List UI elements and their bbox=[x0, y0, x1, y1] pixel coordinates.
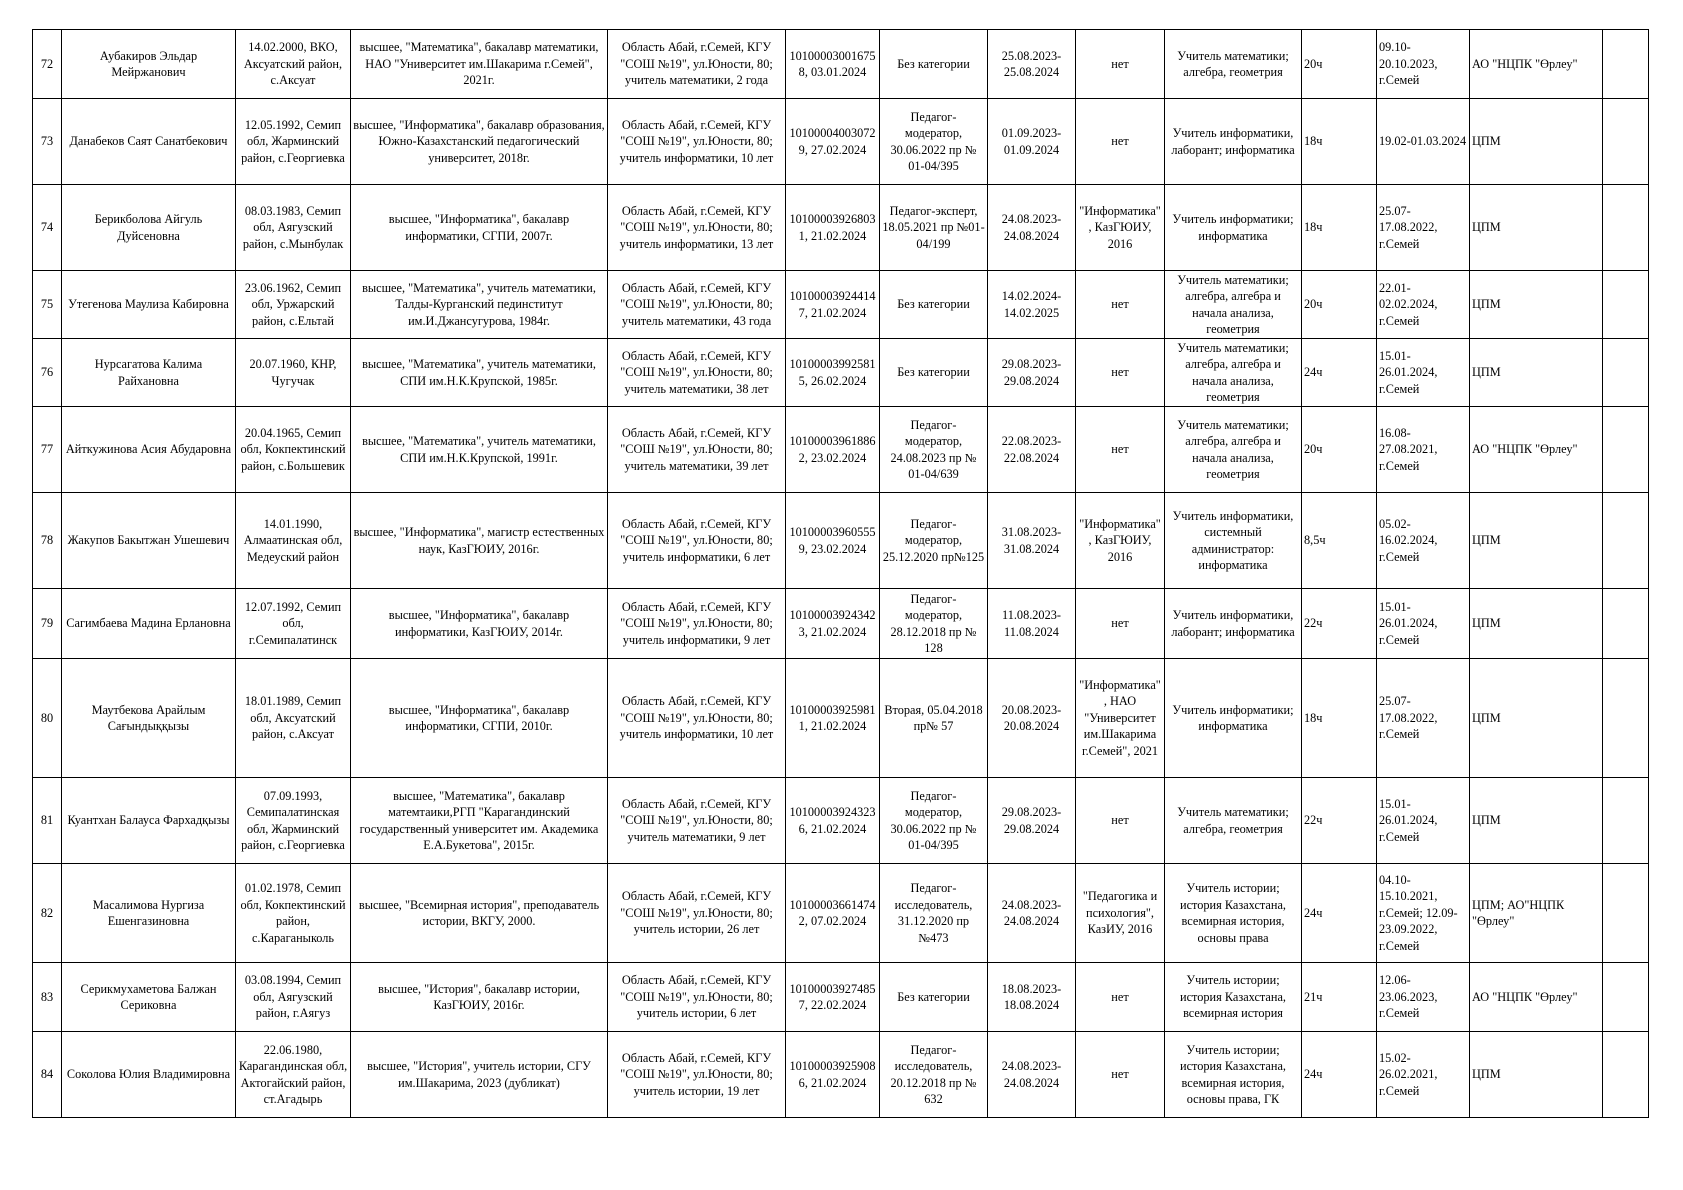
staff-table bbox=[32, 29, 1649, 1118]
note-cell bbox=[1603, 778, 1649, 864]
birth-info-cell: 07.09.1993, Семипалатинская обл, Жарминский район, с.Георгиевка bbox=[236, 778, 351, 864]
workplace-cell: Область Абай, г.Семей, КГУ "СОШ №19", ул.Юности, 80; учитель математики, 9 лет bbox=[608, 778, 786, 864]
note-cell bbox=[1603, 271, 1649, 339]
position-subjects-cell: Учитель математики; алгебра, геометрия bbox=[1165, 778, 1302, 864]
row-number-cell: 78 bbox=[33, 493, 62, 589]
education-cell: высшее, "Информатика", бакалавр информатики, СГПИ, 2007г. bbox=[351, 185, 608, 271]
certificate-number-cell: 101000039243423, 21.02.2024 bbox=[786, 589, 880, 659]
retraining-cell: нет bbox=[1076, 30, 1165, 99]
education-cell: высшее, "История", учитель истории, СГУ им.Шакарима, 2023 (дубликат) bbox=[351, 1032, 608, 1118]
table-row bbox=[33, 864, 1649, 963]
teaching-hours-cell: 20ч bbox=[1302, 30, 1377, 99]
note-cell bbox=[1603, 493, 1649, 589]
qualification-category-cell: Без категории bbox=[880, 963, 988, 1032]
certificate-number-cell: 101000039618862, 23.02.2024 bbox=[786, 407, 880, 493]
qualification-category-cell: Педагог-исследователь, 20.12.2018 пр № 632 bbox=[880, 1032, 988, 1118]
position-subjects-cell: Учитель истории; история Казахстана, всемирная история, основы права, ГК bbox=[1165, 1032, 1302, 1118]
table-row bbox=[33, 30, 1649, 99]
course-dates-cell: 12.06-23.06.2023, г.Семей bbox=[1377, 963, 1470, 1032]
row-number-cell: 76 bbox=[33, 339, 62, 407]
table-body bbox=[33, 30, 1649, 1118]
qualification-category-cell: Педагог-модератор, 25.12.2020 пр№125 bbox=[880, 493, 988, 589]
row-number-cell: 73 bbox=[33, 99, 62, 185]
validity-period-cell: 29.08.2023-29.08.2024 bbox=[988, 778, 1076, 864]
retraining-cell: нет bbox=[1076, 963, 1165, 1032]
validity-period-cell: 24.08.2023-24.08.2024 bbox=[988, 1032, 1076, 1118]
education-cell: высшее, "Информатика", бакалавр образования, Южно-Казахстанский педагогический университет, 2018г. bbox=[351, 99, 608, 185]
birth-info-cell: 01.02.1978, Семип обл, Кокпектинский район, с.Караганыколь bbox=[236, 864, 351, 963]
position-subjects-cell: Учитель информатики, лаборант; информатика bbox=[1165, 589, 1302, 659]
education-cell: высшее, "Математика", учитель математики, СПИ им.Н.К.Крупской, 1985г. bbox=[351, 339, 608, 407]
table-row bbox=[33, 271, 1649, 339]
full-name-cell: Аубакиров Эльдар Мейржанович bbox=[62, 30, 236, 99]
teaching-hours-cell: 22ч bbox=[1302, 778, 1377, 864]
workplace-cell: Область Абай, г.Семей, КГУ "СОШ №19", ул.Юности, 80; учитель математики, 39 лет bbox=[608, 407, 786, 493]
workplace-cell: Область Абай, г.Семей, КГУ "СОШ №19", ул.Юности, 80; учитель информатики, 10 лет bbox=[608, 99, 786, 185]
note-cell bbox=[1603, 1032, 1649, 1118]
course-organization-cell: ЦПМ bbox=[1470, 589, 1603, 659]
table-row bbox=[33, 659, 1649, 778]
birth-info-cell: 20.04.1965, Семип обл, Кокпектинский район, с.Большевик bbox=[236, 407, 351, 493]
course-organization-cell: АО "НЦПК "Өрлеу" bbox=[1470, 30, 1603, 99]
workplace-cell: Область Абай, г.Семей, КГУ "СОШ №19", ул.Юности, 80; учитель истории, 6 лет bbox=[608, 963, 786, 1032]
birth-info-cell: 14.01.1990, Алмаатинская обл, Медеуский район bbox=[236, 493, 351, 589]
course-dates-cell: 15.02-26.02.2021, г.Семей bbox=[1377, 1032, 1470, 1118]
certificate-number-cell: 101000036614742, 07.02.2024 bbox=[786, 864, 880, 963]
birth-info-cell: 12.05.1992, Семип обл, Жарминский район, с.Георгиевка bbox=[236, 99, 351, 185]
course-organization-cell: ЦПМ bbox=[1470, 1032, 1603, 1118]
education-cell: высшее, "Информатика", бакалавр информатики, КазГЮИУ, 2014г. bbox=[351, 589, 608, 659]
teaching-hours-cell: 18ч bbox=[1302, 99, 1377, 185]
validity-period-cell: 25.08.2023-25.08.2024 bbox=[988, 30, 1076, 99]
education-cell: высшее, "Математика", бакалавр матемтаики,РГП "Карагандинский государственный университет им. Академика Е.А.Букетова", 2015г. bbox=[351, 778, 608, 864]
validity-period-cell: 22.08.2023-22.08.2024 bbox=[988, 407, 1076, 493]
table-row bbox=[33, 1032, 1649, 1118]
education-cell: высшее, "Математика", учитель математики, СПИ им.Н.К.Крупской, 1991г. bbox=[351, 407, 608, 493]
course-dates-cell: 25.07-17.08.2022, г.Семей bbox=[1377, 659, 1470, 778]
position-subjects-cell: Учитель информатики, системный администратор: информатика bbox=[1165, 493, 1302, 589]
retraining-cell: нет bbox=[1076, 1032, 1165, 1118]
workplace-cell: Область Абай, г.Семей, КГУ "СОШ №19", ул.Юности, 80; учитель истории, 19 лет bbox=[608, 1032, 786, 1118]
validity-period-cell: 14.02.2024-14.02.2025 bbox=[988, 271, 1076, 339]
validity-period-cell: 24.08.2023-24.08.2024 bbox=[988, 185, 1076, 271]
table-row bbox=[33, 778, 1649, 864]
table-row bbox=[33, 589, 1649, 659]
course-organization-cell: ЦПМ bbox=[1470, 659, 1603, 778]
table-row bbox=[33, 963, 1649, 1032]
certificate-number-cell: 101000039244147, 21.02.2024 bbox=[786, 271, 880, 339]
certificate-number-cell: 101000039268031, 21.02.2024 bbox=[786, 185, 880, 271]
retraining-cell: нет bbox=[1076, 271, 1165, 339]
course-dates-cell: 16.08-27.08.2021, г.Семей bbox=[1377, 407, 1470, 493]
workplace-cell: Область Абай, г.Семей, КГУ "СОШ №19", ул.Юности, 80; учитель информатики, 13 лет bbox=[608, 185, 786, 271]
qualification-category-cell: Педагог-модератор, 30.06.2022 пр № 01-04/395 bbox=[880, 99, 988, 185]
table-row bbox=[33, 407, 1649, 493]
qualification-category-cell: Педагог-модератор, 24.08.2023 пр № 01-04/639 bbox=[880, 407, 988, 493]
course-organization-cell: ЦПМ bbox=[1470, 99, 1603, 185]
course-organization-cell: ЦПМ; АО"НЦПК "Өрлеу" bbox=[1470, 864, 1603, 963]
note-cell bbox=[1603, 963, 1649, 1032]
retraining-cell: нет bbox=[1076, 778, 1165, 864]
workplace-cell: Область Абай, г.Семей, КГУ "СОШ №19", ул.Юности, 80; учитель математики, 2 года bbox=[608, 30, 786, 99]
note-cell bbox=[1603, 99, 1649, 185]
course-dates-cell: 05.02-16.02.2024, г.Семей bbox=[1377, 493, 1470, 589]
full-name-cell: Масалимова Нургиза Ешенгазиновна bbox=[62, 864, 236, 963]
position-subjects-cell: Учитель информатики, лаборант; информатика bbox=[1165, 99, 1302, 185]
full-name-cell: Айткужинова Асия Абударовна bbox=[62, 407, 236, 493]
workplace-cell: Область Абай, г.Семей, КГУ "СОШ №19", ул.Юности, 80; учитель информатики, 9 лет bbox=[608, 589, 786, 659]
teaching-hours-cell: 20ч bbox=[1302, 271, 1377, 339]
validity-period-cell: 20.08.2023-20.08.2024 bbox=[988, 659, 1076, 778]
validity-period-cell: 31.08.2023-31.08.2024 bbox=[988, 493, 1076, 589]
row-number-cell: 75 bbox=[33, 271, 62, 339]
teaching-hours-cell: 20ч bbox=[1302, 407, 1377, 493]
note-cell bbox=[1603, 864, 1649, 963]
certificate-number-cell: 101000030016758, 03.01.2024 bbox=[786, 30, 880, 99]
education-cell: высшее, "История", бакалавр истории, КазГЮИУ, 2016г. bbox=[351, 963, 608, 1032]
full-name-cell: Соколова Юлия Владимировна bbox=[62, 1032, 236, 1118]
workplace-cell: Область Абай, г.Семей, КГУ "СОШ №19", ул.Юности, 80; учитель информатики, 6 лет bbox=[608, 493, 786, 589]
birth-info-cell: 14.02.2000, ВКО, Аксуатский район, с.Аксуат bbox=[236, 30, 351, 99]
birth-info-cell: 23.06.1962, Семип обл, Уржарский район, с.Ельтай bbox=[236, 271, 351, 339]
birth-info-cell: 20.07.1960, КНР, Чугучак bbox=[236, 339, 351, 407]
education-cell: высшее, "Математика", учитель математики, Талды-Курганский пединститут им.И.Джансугурова, 1984г. bbox=[351, 271, 608, 339]
note-cell bbox=[1603, 589, 1649, 659]
teaching-hours-cell: 24ч bbox=[1302, 339, 1377, 407]
position-subjects-cell: Учитель информатики; информатика bbox=[1165, 659, 1302, 778]
row-number-cell: 79 bbox=[33, 589, 62, 659]
validity-period-cell: 01.09.2023-01.09.2024 bbox=[988, 99, 1076, 185]
table-row bbox=[33, 99, 1649, 185]
full-name-cell: Маутбекова Арайлым Сағындыққызы bbox=[62, 659, 236, 778]
full-name-cell: Данабеков Саят Санатбекович bbox=[62, 99, 236, 185]
full-name-cell: Жакупов Бакытжан Ушешевич bbox=[62, 493, 236, 589]
birth-info-cell: 12.07.1992, Семип обл, г.Семипалатинск bbox=[236, 589, 351, 659]
qualification-category-cell: Педагог-модератор, 28.12.2018 пр № 128 bbox=[880, 589, 988, 659]
retraining-cell: нет bbox=[1076, 99, 1165, 185]
education-cell: высшее, "Информатика", бакалавр информатики, СГПИ, 2010г. bbox=[351, 659, 608, 778]
education-cell: высшее, "Математика", бакалавр математики, НАО "Университет им.Шакарима г.Семей", 2021г. bbox=[351, 30, 608, 99]
position-subjects-cell: Учитель математики; алгебра, алгебра и начала анализа, геометрия bbox=[1165, 271, 1302, 339]
position-subjects-cell: Учитель истории; история Казахстана, всемирная история bbox=[1165, 963, 1302, 1032]
qualification-category-cell: Педагог-модератор, 30.06.2022 пр № 01-04/395 bbox=[880, 778, 988, 864]
validity-period-cell: 11.08.2023-11.08.2024 bbox=[988, 589, 1076, 659]
teaching-hours-cell: 8,5ч bbox=[1302, 493, 1377, 589]
course-dates-cell: 04.10-15.10.2021, г.Семей; 12.09-23.09.2022, г.Семей bbox=[1377, 864, 1470, 963]
row-number-cell: 81 bbox=[33, 778, 62, 864]
position-subjects-cell: Учитель математики; алгебра, алгебра и начала анализа, геометрия bbox=[1165, 407, 1302, 493]
note-cell bbox=[1603, 30, 1649, 99]
retraining-cell: "Информатика", НАО "Университет им.Шакарима г.Семей", 2021 bbox=[1076, 659, 1165, 778]
course-dates-cell: 09.10-20.10.2023, г.Семей bbox=[1377, 30, 1470, 99]
row-number-cell: 84 bbox=[33, 1032, 62, 1118]
note-cell bbox=[1603, 339, 1649, 407]
education-cell: высшее, "Информатика", магистр естественных наук, КазГЮИУ, 2016г. bbox=[351, 493, 608, 589]
retraining-cell: нет bbox=[1076, 407, 1165, 493]
course-dates-cell: 15.01-26.01.2024, г.Семей bbox=[1377, 589, 1470, 659]
row-number-cell: 82 bbox=[33, 864, 62, 963]
birth-info-cell: 03.08.1994, Семип обл, Аягузский район, г.Аягуз bbox=[236, 963, 351, 1032]
certificate-number-cell: 101000040030729, 27.02.2024 bbox=[786, 99, 880, 185]
qualification-category-cell: Без категории bbox=[880, 30, 988, 99]
certificate-number-cell: 101000039259811, 21.02.2024 bbox=[786, 659, 880, 778]
birth-info-cell: 22.06.1980, Карагандинская обл, Актогайский район, ст.Агадырь bbox=[236, 1032, 351, 1118]
teaching-hours-cell: 21ч bbox=[1302, 963, 1377, 1032]
course-dates-cell: 19.02-01.03.2024 bbox=[1377, 99, 1470, 185]
qualification-category-cell: Педагог-исследователь, 31.12.2020 пр №473 bbox=[880, 864, 988, 963]
qualification-category-cell: Без категории bbox=[880, 339, 988, 407]
position-subjects-cell: Учитель истории; история Казахстана, всемирная история, основы права bbox=[1165, 864, 1302, 963]
course-organization-cell: ЦПМ bbox=[1470, 778, 1603, 864]
full-name-cell: Сагимбаева Мадина Ерлановна bbox=[62, 589, 236, 659]
row-number-cell: 74 bbox=[33, 185, 62, 271]
birth-info-cell: 08.03.1983, Семип обл, Аягузский район, с.Мынбулак bbox=[236, 185, 351, 271]
full-name-cell: Утегенова Маулиза Кабировна bbox=[62, 271, 236, 339]
validity-period-cell: 24.08.2023-24.08.2024 bbox=[988, 864, 1076, 963]
course-organization-cell: АО "НЦПК "Өрлеу" bbox=[1470, 963, 1603, 1032]
workplace-cell: Область Абай, г.Семей, КГУ "СОШ №19", ул.Юности, 80; учитель информатики, 10 лет bbox=[608, 659, 786, 778]
row-number-cell: 77 bbox=[33, 407, 62, 493]
row-number-cell: 72 bbox=[33, 30, 62, 99]
qualification-category-cell: Педагог-эксперт, 18.05.2021 пр №01-04/199 bbox=[880, 185, 988, 271]
position-subjects-cell: Учитель математики; алгебра, геометрия bbox=[1165, 30, 1302, 99]
retraining-cell: нет bbox=[1076, 589, 1165, 659]
certificate-number-cell: 101000039925815, 26.02.2024 bbox=[786, 339, 880, 407]
course-organization-cell: АО "НЦПК "Өрлеу" bbox=[1470, 407, 1603, 493]
course-dates-cell: 25.07-17.08.2022, г.Семей bbox=[1377, 185, 1470, 271]
birth-info-cell: 18.01.1989, Семип обл, Аксуатский район, с.Аксуат bbox=[236, 659, 351, 778]
note-cell bbox=[1603, 659, 1649, 778]
row-number-cell: 83 bbox=[33, 963, 62, 1032]
retraining-cell: нет bbox=[1076, 339, 1165, 407]
certificate-number-cell: 101000039605559, 23.02.2024 bbox=[786, 493, 880, 589]
position-subjects-cell: Учитель информатики; информатика bbox=[1165, 185, 1302, 271]
table-row bbox=[33, 493, 1649, 589]
retraining-cell: "Информатика", КазГЮИУ, 2016 bbox=[1076, 493, 1165, 589]
qualification-category-cell: Без категории bbox=[880, 271, 988, 339]
course-organization-cell: ЦПМ bbox=[1470, 339, 1603, 407]
table-row bbox=[33, 339, 1649, 407]
course-dates-cell: 22.01-02.02.2024, г.Семей bbox=[1377, 271, 1470, 339]
certificate-number-cell: 101000039243236, 21.02.2024 bbox=[786, 778, 880, 864]
position-subjects-cell: Учитель математики; алгебра, алгебра и начала анализа, геометрия bbox=[1165, 339, 1302, 407]
course-organization-cell: ЦПМ bbox=[1470, 271, 1603, 339]
teaching-hours-cell: 18ч bbox=[1302, 659, 1377, 778]
validity-period-cell: 29.08.2023-29.08.2024 bbox=[988, 339, 1076, 407]
education-cell: высшее, "Всемирная история", преподаватель истории, ВКГУ, 2000. bbox=[351, 864, 608, 963]
full-name-cell: Куантхан Балауса Фархадқызы bbox=[62, 778, 236, 864]
row-number-cell: 80 bbox=[33, 659, 62, 778]
retraining-cell: "Педагогика и психология", КазИУ, 2016 bbox=[1076, 864, 1165, 963]
full-name-cell: Нурсагатова Калима Райхановна bbox=[62, 339, 236, 407]
qualification-category-cell: Вторая, 05.04.2018 пр№ 57 bbox=[880, 659, 988, 778]
workplace-cell: Область Абай, г.Семей, КГУ "СОШ №19", ул.Юности, 80; учитель математики, 43 года bbox=[608, 271, 786, 339]
teaching-hours-cell: 24ч bbox=[1302, 1032, 1377, 1118]
teaching-hours-cell: 18ч bbox=[1302, 185, 1377, 271]
course-organization-cell: ЦПМ bbox=[1470, 185, 1603, 271]
retraining-cell: "Информатика", КазГЮИУ, 2016 bbox=[1076, 185, 1165, 271]
note-cell bbox=[1603, 407, 1649, 493]
note-cell bbox=[1603, 185, 1649, 271]
full-name-cell: Серикмухаметова Балжан Сериковна bbox=[62, 963, 236, 1032]
table-row bbox=[33, 185, 1649, 271]
workplace-cell: Область Абай, г.Семей, КГУ "СОШ №19", ул.Юности, 80; учитель математики, 38 лет bbox=[608, 339, 786, 407]
certificate-number-cell: 101000039259086, 21.02.2024 bbox=[786, 1032, 880, 1118]
course-dates-cell: 15.01-26.01.2024, г.Семей bbox=[1377, 778, 1470, 864]
certificate-number-cell: 101000039274857, 22.02.2024 bbox=[786, 963, 880, 1032]
teaching-hours-cell: 24ч bbox=[1302, 864, 1377, 963]
full-name-cell: Берикболова Айгуль Дуйсеновна bbox=[62, 185, 236, 271]
workplace-cell: Область Абай, г.Семей, КГУ "СОШ №19", ул.Юности, 80; учитель истории, 26 лет bbox=[608, 864, 786, 963]
course-organization-cell: ЦПМ bbox=[1470, 493, 1603, 589]
course-dates-cell: 15.01-26.01.2024, г.Семей bbox=[1377, 339, 1470, 407]
validity-period-cell: 18.08.2023-18.08.2024 bbox=[988, 963, 1076, 1032]
teaching-hours-cell: 22ч bbox=[1302, 589, 1377, 659]
